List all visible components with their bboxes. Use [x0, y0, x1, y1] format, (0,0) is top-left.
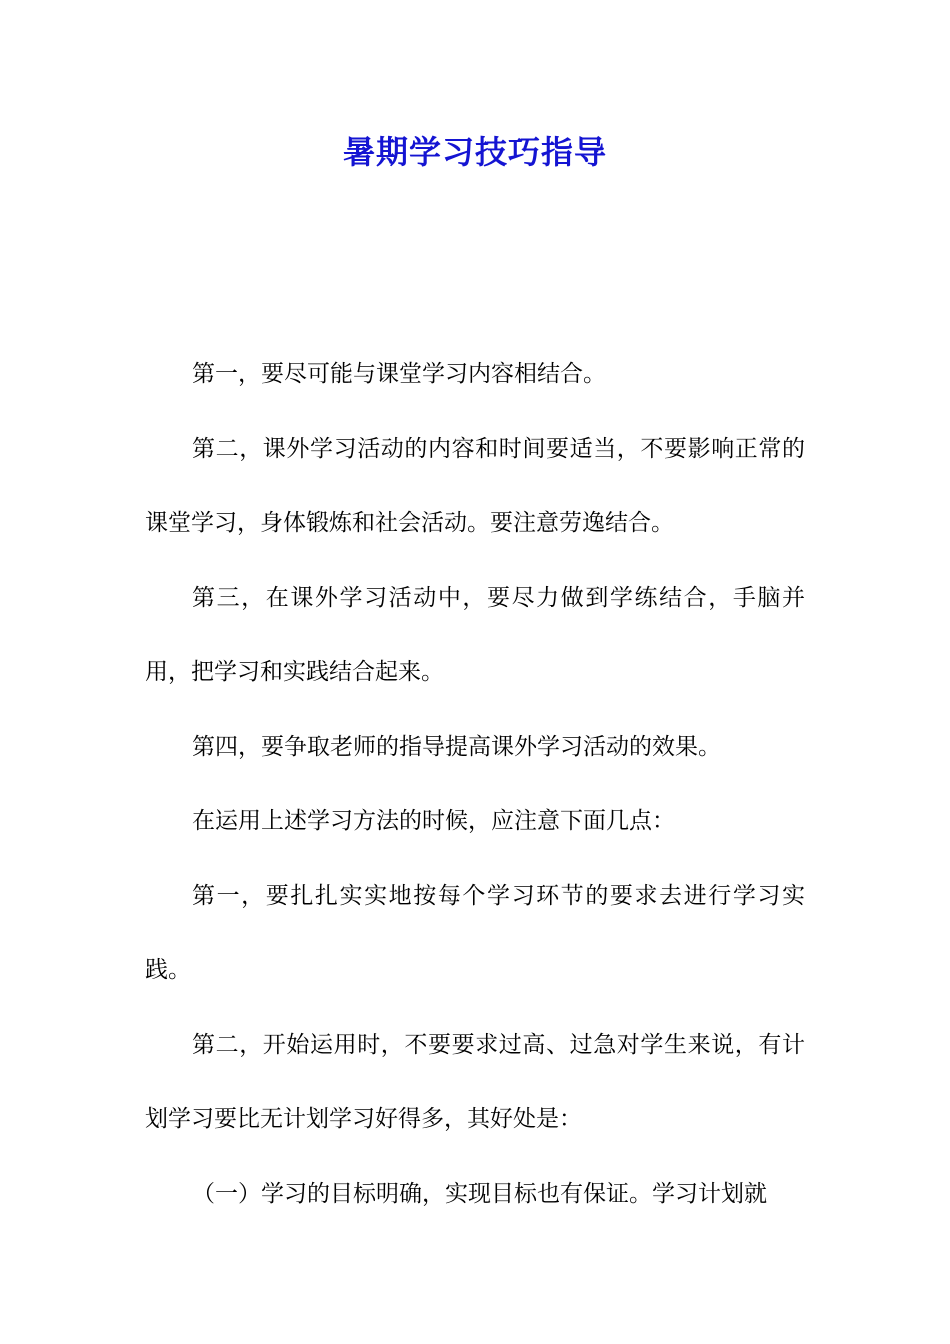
paragraph-6: 第一，要扎扎实实地按每个学习环节的要求去进行学习实践。 [145, 882, 805, 983]
paragraph-3: 第三，在课外学习活动中，要尽力做到学练结合，手脑并用，把学习和实践结合起来。 [145, 584, 805, 685]
paragraph-4: 第四，要争取老师的指导提高课外学习活动的效果。 [192, 733, 721, 760]
paragraph-1: 第一，要尽可能与课堂学习内容相结合。 [192, 361, 606, 387]
paragraph-8: （一）学习的目标明确，实现目标也有保证。学习计划就 [192, 1180, 767, 1207]
document-title: 暑期学习技巧指导 [342, 133, 607, 171]
paragraph-7: 第二，开始运用时，不要要求过高、过急对学生来说，有计划学习要比无计划学习好得多，其好处是： [145, 1031, 805, 1132]
paragraph-2: 第二，课外学习活动的内容和时间要适当，不要影响正常的课堂学习，身体锻炼和社会活动。要注意劳逸结合。 [145, 435, 805, 536]
document-body [145, 337, 805, 1231]
paragraph-5: 在运用上述学习方法的时候，应注意下面几点： [192, 808, 675, 834]
